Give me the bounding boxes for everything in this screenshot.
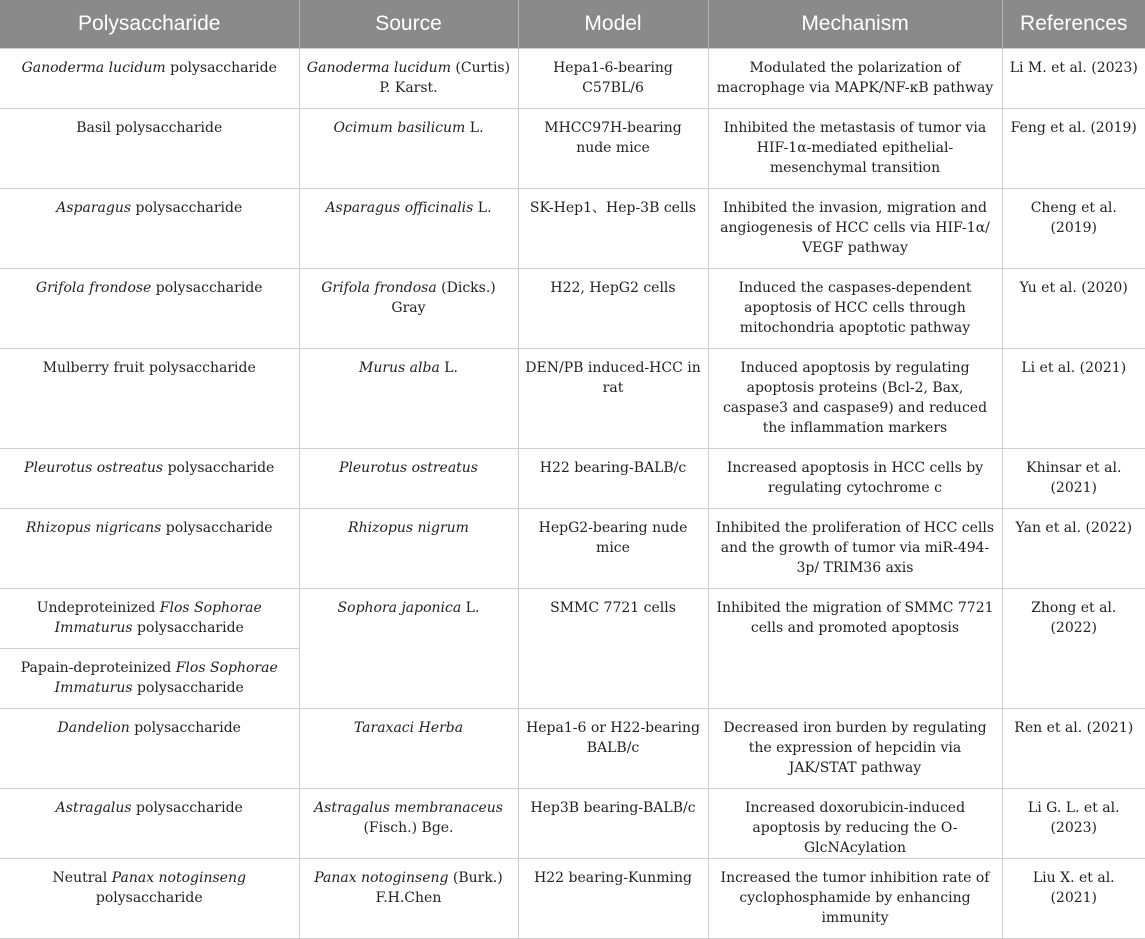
cell-source: Asparagus officinalis L. <box>299 189 518 269</box>
cell-reference: Li G. L. et al. (2023) <box>1002 789 1145 859</box>
cell-model: Hepa1-6-bearing C57BL/6 <box>518 49 708 109</box>
cell-source: Sophora japonica L. <box>299 589 518 709</box>
cell-model: Hepa1-6 or H22-bearing BALB/c <box>518 709 708 789</box>
cell-polysaccharide: Astragalus polysaccharide <box>0 789 299 859</box>
cell-reference: Khinsar et al. (2021) <box>1002 449 1145 509</box>
table-row <box>0 589 1145 649</box>
cell-mechanism: Inhibited the invasion, migration and angiogenesis of HCC cells via HIF-1α/ VEGF pathway <box>708 189 1002 269</box>
table-row <box>0 709 1145 789</box>
cell-polysaccharide: Papain-deproteinized Flos Sophorae Immaturus polysaccharide <box>0 649 299 709</box>
cell-model: MHCC97H-bearing nude mice <box>518 109 708 189</box>
table-row <box>0 49 1145 109</box>
cell-reference: Li M. et al. (2023) <box>1002 49 1145 109</box>
cell-source: Taraxaci Herba <box>299 709 518 789</box>
table-row <box>0 509 1145 589</box>
cell-polysaccharide: Basil polysaccharide <box>0 109 299 189</box>
cell-mechanism: Induced the caspases-dependent apoptosis of HCC cells through mitochondria apoptotic pathway <box>708 269 1002 349</box>
cell-source: Rhizopus nigrum <box>299 509 518 589</box>
cell-model: SK-Hep1、Hep-3B cells <box>518 189 708 269</box>
cell-polysaccharide: Pleurotus ostreatus polysaccharide <box>0 449 299 509</box>
cell-model: H22, HepG2 cells <box>518 269 708 349</box>
cell-source: Grifola frondosa (Dicks.) Gray <box>299 269 518 349</box>
cell-mechanism: Increased apoptosis in HCC cells by regulating cytochrome c <box>708 449 1002 509</box>
table-header-row <box>0 0 1145 49</box>
cell-reference: Zhong et al. (2022) <box>1002 589 1145 709</box>
cell-mechanism: Increased the tumor inhibition rate of cyclophosphamide by enhancing immunity <box>708 859 1002 939</box>
cell-mechanism: Inhibited the migration of SMMC 7721 cells and promoted apoptosis <box>708 589 1002 709</box>
cell-reference: Yu et al. (2020) <box>1002 269 1145 349</box>
cell-mechanism: Decreased iron burden by regulating the expression of hepcidin via JAK/STAT pathway <box>708 709 1002 789</box>
cell-source: Panax notoginseng (Burk.) F.H.Chen <box>299 859 518 939</box>
cell-source: Ocimum basilicum L. <box>299 109 518 189</box>
cell-reference: Li et al. (2021) <box>1002 349 1145 449</box>
table-row <box>0 189 1145 269</box>
header-references: References <box>1002 0 1145 49</box>
cell-polysaccharide: Rhizopus nigricans polysaccharide <box>0 509 299 589</box>
cell-polysaccharide: Dandelion polysaccharide <box>0 709 299 789</box>
header-source: Source <box>299 0 518 49</box>
cell-source: Ganoderma lucidum (Curtis) P. Karst. <box>299 49 518 109</box>
cell-source: Pleurotus ostreatus <box>299 449 518 509</box>
cell-polysaccharide: Grifola frondose polysaccharide <box>0 269 299 349</box>
cell-reference: Liu X. et al. (2021) <box>1002 859 1145 939</box>
cell-model: H22 bearing-Kunming <box>518 859 708 939</box>
cell-source: Astragalus membranaceus (Fisch.) Bge. <box>299 789 518 859</box>
cell-model: DEN/PB induced-HCC in rat <box>518 349 708 449</box>
table-row <box>0 269 1145 349</box>
header-model: Model <box>518 0 708 49</box>
cell-mechanism: Increased doxorubicin-induced apoptosis by reducing the O-GlcNAcylation <box>708 789 1002 859</box>
cell-mechanism: Inhibited the metastasis of tumor via HIF-1α-mediated epithelial-mesenchymal transition <box>708 109 1002 189</box>
cell-model: SMMC 7721 cells <box>518 589 708 709</box>
table-row <box>0 109 1145 189</box>
cell-model: HepG2-bearing nude mice <box>518 509 708 589</box>
cell-polysaccharide: Neutral Panax notoginseng polysaccharide <box>0 859 299 939</box>
table-row <box>0 789 1145 859</box>
table-row <box>0 859 1145 939</box>
cell-polysaccharide: Undeproteinized Flos Sophorae Immaturus polysaccharide <box>0 589 299 649</box>
cell-mechanism: Modulated the polarization of macrophage via MAPK/NF-κB pathway <box>708 49 1002 109</box>
cell-polysaccharide: Ganoderma lucidum polysaccharide <box>0 49 299 109</box>
cell-reference: Feng et al. (2019) <box>1002 109 1145 189</box>
header-polysaccharide: Polysaccharide <box>0 0 299 49</box>
table-row <box>0 449 1145 509</box>
cell-polysaccharide: Mulberry fruit polysaccharide <box>0 349 299 449</box>
cell-reference: Yan et al. (2022) <box>1002 509 1145 589</box>
table-row <box>0 349 1145 449</box>
cell-mechanism: Induced apoptosis by regulating apoptosis proteins (Bcl-2, Bax, caspase3 and caspase9) and reduced the inflammation markers <box>708 349 1002 449</box>
cell-model: H22 bearing-BALB/c <box>518 449 708 509</box>
cell-mechanism: Inhibited the proliferation of HCC cells and the growth of tumor via miR-494-3p/ TRIM36 axis <box>708 509 1002 589</box>
cell-reference: Cheng et al. (2019) <box>1002 189 1145 269</box>
cell-polysaccharide: Asparagus polysaccharide <box>0 189 299 269</box>
cell-model: Hep3B bearing-BALB/c <box>518 789 708 859</box>
cell-source: Murus alba L. <box>299 349 518 449</box>
cell-reference: Ren et al. (2021) <box>1002 709 1145 789</box>
header-mechanism: Mechanism <box>708 0 1002 49</box>
